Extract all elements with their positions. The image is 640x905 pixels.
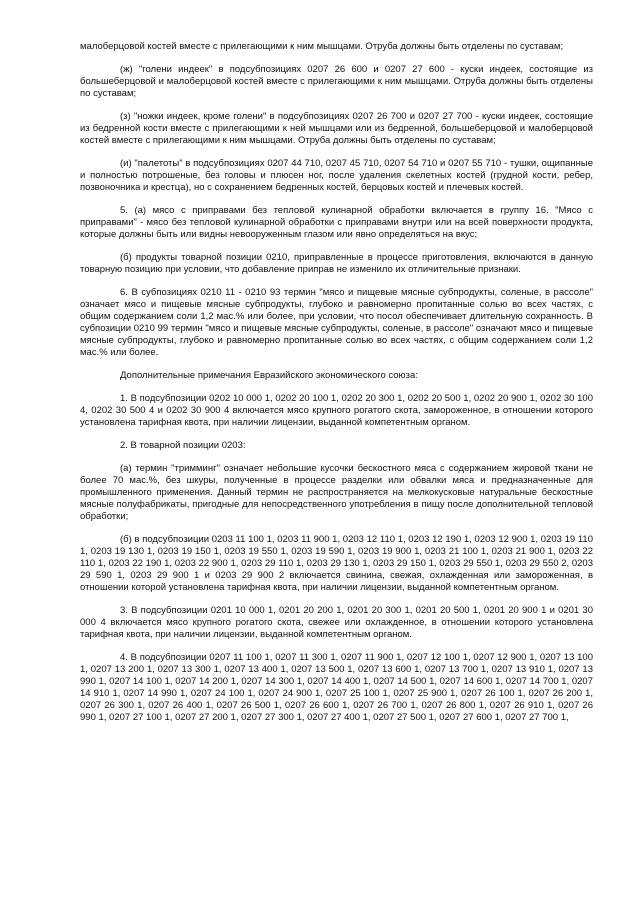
paragraph-eaeu-note-2: 2. В товарной позиции 0203: xyxy=(120,440,246,451)
paragraph-eaeu-note-2b: (б) в подсубпозиции 0203 11 100 1, 0203 11 900 1, 0203 12 110 1, 0203 12 190 1, 0203 12 900 1, 0203 19 110 1, 0203 19 130 1, 0203 19 150 1, 0203 19 550 1, 0203 19 590 1, 0203 19 900 1, 0203 21 100 1, 0203 21 900 1, 0203 22 110 1, 0203 22 190 1, 0203 22 900 1, 0203 29 110 1, 0203 29 130 1, 0203 29 150 1, 0203 29 550 1, 0203 29 550 2, 0203 29 590 1, 0203 29 900 1 и 0203 29 900 2 включается свинина, свежая, охлажденная или замороженная, в отношении которой установлена тарифная квота, при наличии лицензии, выданной компетентным органом. xyxy=(80,534,593,593)
paragraph-note-5a: 5. (а) мясо с приправами без тепловой кулинарной обработки включается в группу 16. "Мясо с приправами" - мясо без тепловой кулинарной обработки с приправами внутри или на всей поверхности продукта, которые должны быть или видны невооруженным глазом или явно определяться на вкус; xyxy=(80,205,593,240)
paragraph-eaeu-note-4: 4. В подсубпозиции 0207 11 100 1, 0207 11 300 1, 0207 11 900 1, 0207 12 100 1, 0207 12 900 1, 0207 13 100 1, 0207 13 200 1, 0207 13 300 1, 0207 13 400 1, 0207 13 500 1, 0207 13 600 1, 0207 13 700 1, 0207 13 910 1, 0207 13 990 1, 0207 14 100 1, 0207 14 200 1, 0207 14 300 1, 0207 14 400 1, 0207 14 500 1, 0207 14 600 1, 0207 14 700 1, 0207 14 910 1, 0207 14 990 1, 0207 24 100 1, 0207 24 900 1, 0207 25 100 1, 0207 25 900 1, 0207 26 100 1, 0207 26 200 1, 0207 26 300 1, 0207 26 400 1, 0207 26 500 1, 0207 26 600 1, 0207 26 700 1, 0207 26 800 1, 0207 26 910 1, 0207 26 990 1, 0207 27 100 1, 0207 27 200 1, 0207 27 300 1, 0207 27 400 1, 0207 27 500 1, 0207 27 600 1, 0207 27 700 1, xyxy=(80,652,593,723)
paragraph-turkey-drumsticks: (ж) "голени индеек" в подсубпозициях 0207 26 600 и 0207 27 600 - куски индеек, состоящие из большеберцовой и малоберцовой костей вместе с прилегающими к ним мышцами. Отруба должны быть отделены по суставам; xyxy=(80,64,593,99)
paragraph-eaeu-heading: Дополнительные примечания Евразийского экономического союза: xyxy=(120,370,418,381)
paragraph-eaeu-note-2a: (а) термин "тримминг" означает небольшие кусочки бескостного мяса с содержанием жировой ткани не более 70 мас.%, без шкуры, полученные в процессе разделки или обвалки мяса и предназначенные для промышленного применения. Данный термин не распространяется на мелкокусковые натуральные бескостные мясные полуфабрикаты, пригодные для непосредственного употребления в пищу после дополнительной тепловой обработки; xyxy=(80,463,593,522)
document-page xyxy=(80,41,593,724)
paragraph-note-5b: (б) продукты товарной позиции 0210, приправленные в процессе приготовления, включаются в данную товарную позицию при условии, что добавление приправ не изменило их отличительные признаки. xyxy=(80,252,593,275)
paragraph-eaeu-note-3: 3. В подсубпозиции 0201 10 000 1, 0201 20 200 1, 0201 20 300 1, 0201 20 500 1, 0201 20 900 1 и 0201 30 000 4 включается мясо крупного рогатого скота, свежее или охлажденное, в отношении которого установлена тарифная квота, при наличии лицензии, выданной компетентным органом. xyxy=(80,605,593,640)
paragraph-continuation: малоберцовой костей вместе с прилегающими к ним мышцами. Отруба должны быть отделены по суставам; xyxy=(80,41,564,52)
paragraph-note-6: 6. В субпозициях 0210 11 - 0210 93 термин "мясо и пищевые мясные субпродукты, соленые, в рассоле" означает мясо и пищевые мясные субпродукты, глубоко и равномерно пропитанные солью во всех частях, с общим содержанием соли 1,2 мас.% или более, при условии, что посол обеспечивает длительную сохранность. В субпозиции 0210 99 термин "мясо и пищевые мясные субпродукты, соленые, в рассоле" означают мясо и пищевые мясные субпродукты, глубоко и равномерно пропитанные солью во всех частях, с общим содержанием соли 1,2 мас.% или более. xyxy=(80,287,593,358)
paragraph-eaeu-note-1: 1. В подсубпозиции 0202 10 000 1, 0202 20 100 1, 0202 20 300 1, 0202 20 500 1, 0202 20 900 1, 0202 30 100 4, 0202 30 500 4 и 0202 30 900 4 включается мясо крупного рогатого скота, замороженное, в отношении которого установлена тарифная квота, при наличии лицензии, выданной компетентным органом. xyxy=(80,393,593,428)
paragraph-paletots: (и) "палетоты" в подсубпозициях 0207 44 710, 0207 45 710, 0207 54 710 и 0207 55 710 - тушки, ощипанные и полностью потрошеные, без головы и плюсен ног, после удаления скелетных костей (грудной кости, ребер, позвоночника и крестца), но с сохранением бедренных костей, берцовых костей и плечевых костей. xyxy=(80,158,593,193)
paragraph-turkey-legs: (з) "ножки индеек, кроме голени" в подсубпозициях 0207 26 700 и 0207 27 700 - куски индеек, состоящие из бедренной кости вместе с прилегающими к ней мышцами или из бедренной, большеберцовой и малоберцовой костей вместе с прилегающими к ним мышцами. Отруба должны быть отделены по суставам; xyxy=(80,111,593,146)
